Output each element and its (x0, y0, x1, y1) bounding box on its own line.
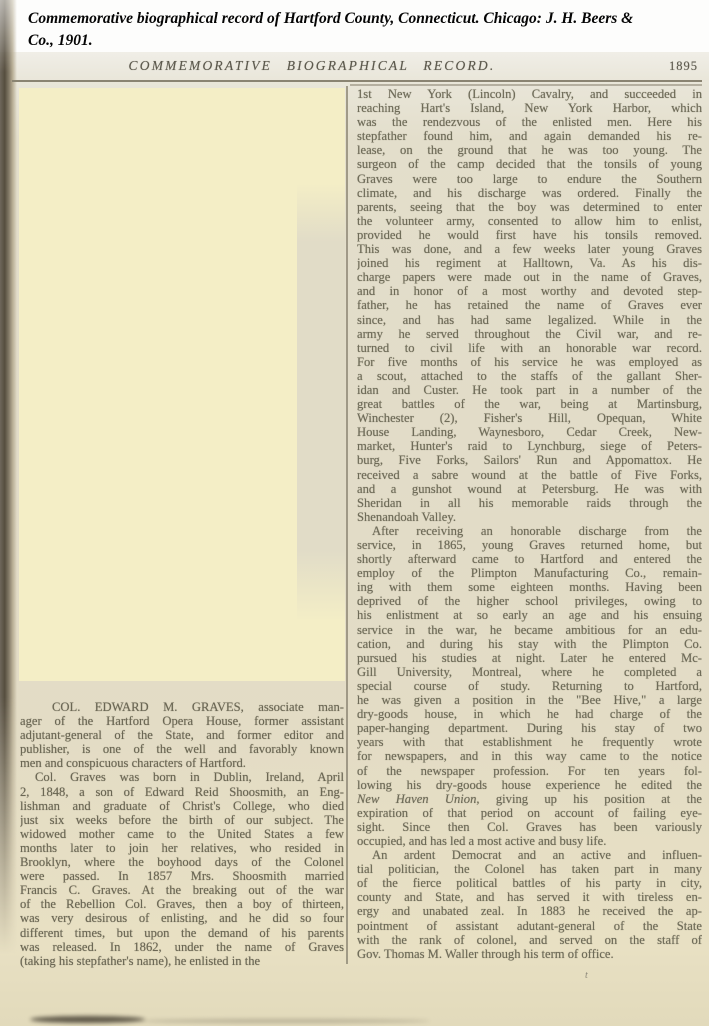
text-line: lease, on the ground that he was too young. The (357, 143, 702, 158)
text-line: deprived of the higher school privileges, owing to (357, 594, 702, 609)
text-line (357, 792, 702, 806)
citation-line-1: Commemorative biographical record of Hartford County, Connecticut. Chicago: J. H. Beers & (28, 10, 634, 27)
citation-line-2: Co., 1901. (28, 32, 93, 49)
text-line: Sheridan in all his memorable raids through the (357, 495, 702, 510)
bottom-edge-smudge (30, 1016, 145, 1023)
text-line: were passed. In 1857 Mrs. Shoosmith married (20, 869, 344, 884)
text-line: joined his regiment at Halltown, Va. As his dis- (357, 256, 702, 271)
text-line: months later to join her relatives, who resided in (20, 840, 344, 855)
text-line: special course of study. Returning to Hartford, (357, 678, 702, 693)
book-binding-shadow (0, 0, 17, 1026)
text-line: Gov. Thomas M. Waller through his term of office. (357, 946, 614, 961)
paragraph (357, 848, 702, 961)
text-line: provided he would first have his tonsils removed. (357, 227, 702, 242)
text-line: he was given a position in the "Bee Hive," a large (357, 693, 702, 708)
text-line: years with that establishment he frequently wrote (357, 735, 702, 750)
page-scan (0, 52, 709, 1026)
text-line: House Landing, Waynesboro, Cedar Creek, New- (357, 425, 702, 440)
text-line: turned to civil life with an honorable war record. (357, 340, 702, 355)
text-line: since, and has had same legalized. While in the (357, 312, 702, 327)
text-line: parents, seeing that the boy was determined to enter (357, 199, 702, 214)
text-line: Shenandoah Valley. (357, 509, 456, 524)
text-line: and in honor of a most worthy and devoted step- (357, 284, 702, 299)
left-text-column (20, 700, 344, 1000)
text-line: of the newspaper profession. For ten years fol- (357, 763, 702, 778)
text-line: cation, and during his stay with the Plimpton Co. (357, 636, 702, 651)
text-line: adjutant-general of the State, and former editor and (20, 728, 344, 743)
paragraph (357, 87, 702, 524)
text-line: service, in 1865, young Graves returned home, but (357, 538, 702, 552)
text-line: employ of the Plimpton Manufacturing Co., remain- (357, 566, 702, 581)
text-line: great battles of the war, being at Martinsburg, (357, 397, 702, 412)
text-line: 2, 1848, a son of Edward Reid Shoosmith, an Eng- (20, 784, 344, 799)
text-line: Brooklyn, where the boyhood days of the Colonel (20, 855, 344, 870)
italic-title-text: New Haven Union (357, 791, 477, 806)
citation (28, 8, 698, 52)
text-line: was the rendezvous of the enlisted men. Here his (357, 115, 702, 130)
text-line: For five months of his service he was employed as (357, 354, 702, 369)
paragraph (20, 770, 344, 967)
text-line: burg, Five Forks, Sailors' Run and Appomattox. He (357, 453, 702, 468)
text-line: publisher, is one of the well and favorably known (20, 742, 344, 757)
text-line: ager of the Hartford Opera House, former assistant (20, 714, 344, 729)
text-line: An ardent Democrat and an active and influen- (372, 848, 702, 863)
text-line: Francis C. Graves. At the breaking out of the war (20, 883, 344, 898)
text-line: a scout, attached to the staffs of the gallant Sher- (357, 368, 702, 383)
text-line: (taking his stepfather's name), he enlisted in the (20, 953, 261, 968)
text-line: 1st New York (Lincoln) Cavalry, and succeeded in (357, 87, 702, 101)
paragraph (357, 524, 702, 848)
text-line: was very desirous of enlisting, and he did so four (20, 911, 344, 926)
paragraph (20, 700, 344, 770)
right-text-column (357, 87, 702, 977)
text-line: different times, but upon the demand of his parents (20, 925, 344, 940)
stray-ink-mark: t (585, 970, 588, 981)
running-head-title: COMMEMORATIVE BIOGRAPHICAL RECORD. (128, 58, 496, 73)
text-line: received a sabre wound at the battle of Five Forks, (357, 467, 702, 482)
text-line: of the Rebellion Col. Graves, then a boy of thirteen, (20, 897, 344, 912)
text-line: surgeon of the camp decided that the tonsils of young (357, 157, 702, 172)
text-line: Winchester (2), Fisher's Hill, Opequan, White (357, 411, 702, 426)
text-line: idan and Custer. He took part in a number of the (357, 382, 702, 397)
text-line: with the rank of colonel, and served on the staff of (357, 932, 702, 947)
text-line: Gill University, Montreal, where he completed a (357, 664, 702, 679)
text-line: dry-goods house, in which he had charge of the (357, 707, 702, 722)
header-rule-secondary (350, 84, 702, 86)
text-line: expiration of that period on account of failing eye- (357, 805, 702, 820)
text-line: tial politician, the Colonel has taken part in many (357, 862, 702, 877)
text-line: paper-hanging department. During his stay of two (357, 721, 702, 736)
text-line: father, he has retained the name of Graves ever (357, 298, 702, 313)
text-line: of the fierce political battles of his party in city, (357, 876, 702, 891)
text-line: just six weeks before the birth of our subject. The (20, 812, 344, 827)
text-line: service in the war, he became ambitious for an edu- (357, 622, 702, 637)
text-line: pursued his studies at night. Later he entered Mc- (357, 650, 702, 665)
text-line: This was done, and a few weeks later young Graves (357, 242, 702, 257)
page-number: 1895 (669, 59, 698, 73)
text-segment: , giving up his position at the (476, 791, 702, 806)
text-line: county and State, and has served it with tireless en- (357, 890, 702, 905)
text-line: market, Hunter's raid to Lynchburg, siege of Peters- (357, 439, 702, 454)
text-line: pointment of assistant adutant-general of the State (357, 918, 702, 933)
text-line: and a gunshot wound at Petersburg. He was with (357, 481, 702, 496)
text-line: widowed mother came to the United States a few (20, 826, 344, 841)
text-line: COL. EDWARD M. GRAVES, associate man- (52, 700, 344, 714)
column-divider-rule (346, 86, 348, 964)
text-line: reaching Hart's Island, New York Harbor, which (357, 101, 702, 116)
text-line: was released. In 1862, under the name of Graves (20, 939, 344, 954)
text-line: men and conspicuous characters of Hartford. (20, 756, 246, 771)
text-line: ing with them some eighteen months. Having been (357, 580, 702, 595)
text-line: lishman and graduate of Christ's College, who died (20, 798, 344, 813)
text-line: Col. Graves was born in Dublin, Ireland, April (35, 770, 344, 785)
text-line: lowing his dry-goods house experience he edited the (357, 777, 702, 792)
text-line: shortly afterward came to Hartford and entered the (357, 552, 702, 567)
text-line: his enlistment at so early an age and his ensuing (357, 608, 702, 623)
text-line: stepfather found him, and again demanded his re- (357, 129, 702, 144)
bottom-edge-smudge (140, 1019, 430, 1023)
text-line: for newspapers, and in this way came to the notice (357, 749, 702, 764)
text-line: ergy and unabated zeal. In 1883 he received the ap- (357, 904, 702, 919)
text-line: climate, and his discharge was ordered. Finally the (357, 185, 702, 200)
text-line: sight. Since then Col. Graves has been variously (357, 819, 702, 834)
text-line: the volunteer army, consented to allow him to enlist, (357, 213, 702, 228)
text-line: army he served throughout the Civil war, and re- (357, 326, 702, 341)
text-line: Graves were too large to endure the Southern (357, 171, 702, 186)
blank-portrait-area (19, 88, 345, 681)
text-line: charge papers were made out in the name of Graves, (357, 270, 702, 285)
header-rule (12, 80, 702, 82)
text-line: occupied, and has led a most active and busy life. (357, 833, 607, 848)
text-line: After receiving an honorable discharge from the (372, 523, 702, 538)
